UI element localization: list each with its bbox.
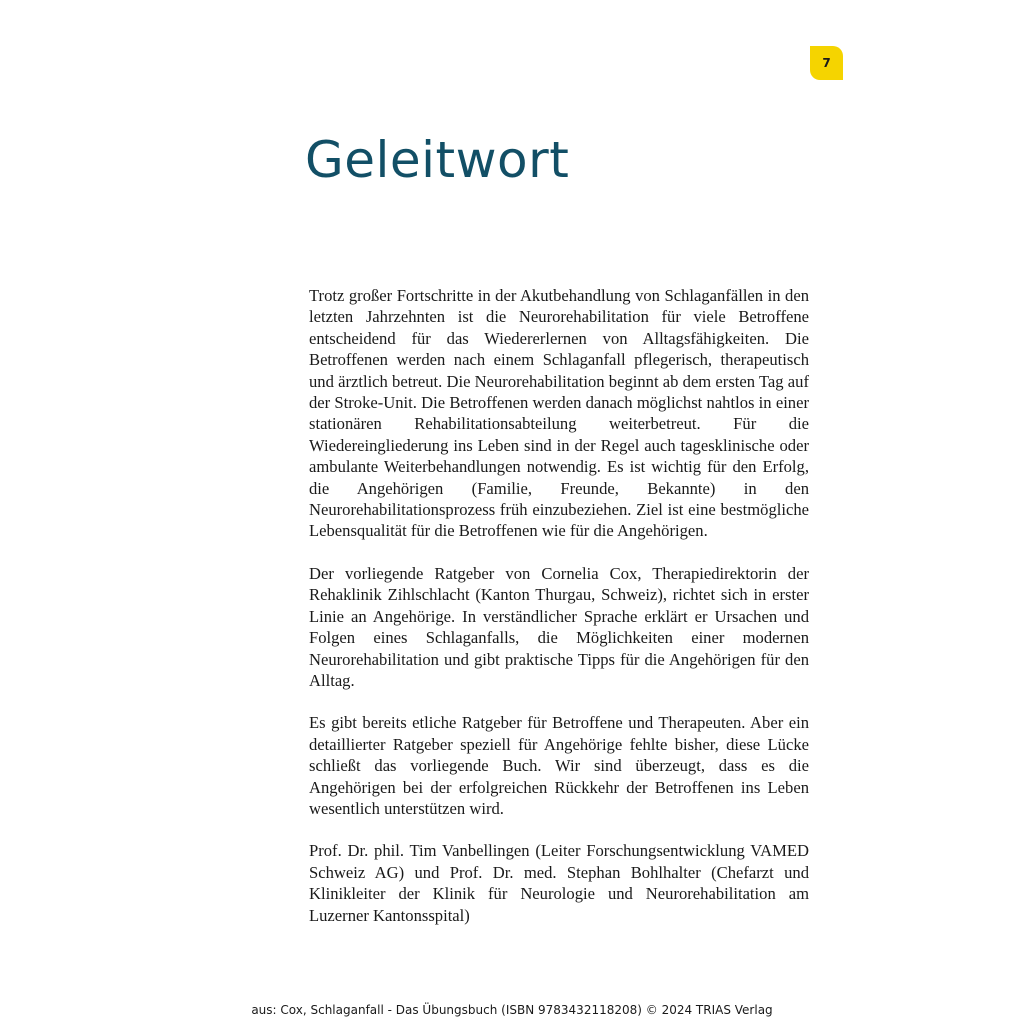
paragraph-guide: Der vorliegende Ratgeber von Cornelia Cox, Therapiedirektorin der Rehaklinik Zihlschlacht (Kanton Thurgau, Schweiz), richtet sich in erster Linie an Angehörige. In verständlicher Sprache erklärt er Ursachen und Folgen eines Schlaganfalls, die Möglichkeiten einer modernen Neurorehabilitation und gibt praktische Tipps für die Angehörigen für den Alltag. [309, 563, 809, 690]
page-number-badge [810, 46, 843, 80]
body-text [309, 285, 809, 947]
page-number: 7 [822, 56, 831, 70]
footer-source: aus: Cox, Schlaganfall - Das Übungsbuch (ISBN 9783432118208) © 2024 TRIAS Verlag [251, 1003, 773, 1017]
paragraph-relatives: Es gibt bereits etliche Ratgeber für Betroffene und Therapeuten. Aber ein detaillierter Ratgeber speziell für Angehörige fehlte bisher, diese Lücke schließt das vorliegende Buch. Wir sind überzeugt, dass es die Angehörigen bei der erfolgreichen Rückkehr der Betroffenen ins Leben wesentlich unterstützen wird. [309, 713, 809, 818]
paragraph-intro: Trotz großer Fortschritte in der Akutbehandlung von Schlaganfällen in den letzten Jahrzehnten ist die Neurorehabilitation für viele Betroffene entscheidend für das Wiedererlernen von Alltagsfähigkeiten. Die Betroffenen werden nach einem Schlaganfall pflegerisch, therapeutisch und ärztlich betreut. Die Neurorehabilitation beginnt ab dem ersten Tag auf der Stroke-Unit. Die Betroffenen werden danach möglichst nahtlos in einer stationären Rehabilitationsabteilung weiterbetreut. Für die Wiedereingliederung ins Leben sind in der Regel auch tagesklinische oder ambulante Weiterbehandlungen notwendig. Es ist wichtig für den Erfolg, die Angehörigen (Familie, Freunde, Bekannte) in den Neurorehabilitationsprozess früh einzubeziehen. Ziel ist eine bestmögliche Lebensqualität für die Betroffenen wie für die Angehörigen. [309, 286, 809, 541]
page-title: Geleitwort [305, 131, 570, 189]
paragraph-authors: Prof. Dr. phil. Tim Vanbellingen (Leiter Forschungsentwicklung VAMED Schweiz AG) und Prof. Dr. med. Stephan Bohlhalter (Chefarzt und Klinikleiter der Klinik für Neurologie und Neurorehabilitation am Luzerner Kantonsspital) [309, 841, 809, 925]
